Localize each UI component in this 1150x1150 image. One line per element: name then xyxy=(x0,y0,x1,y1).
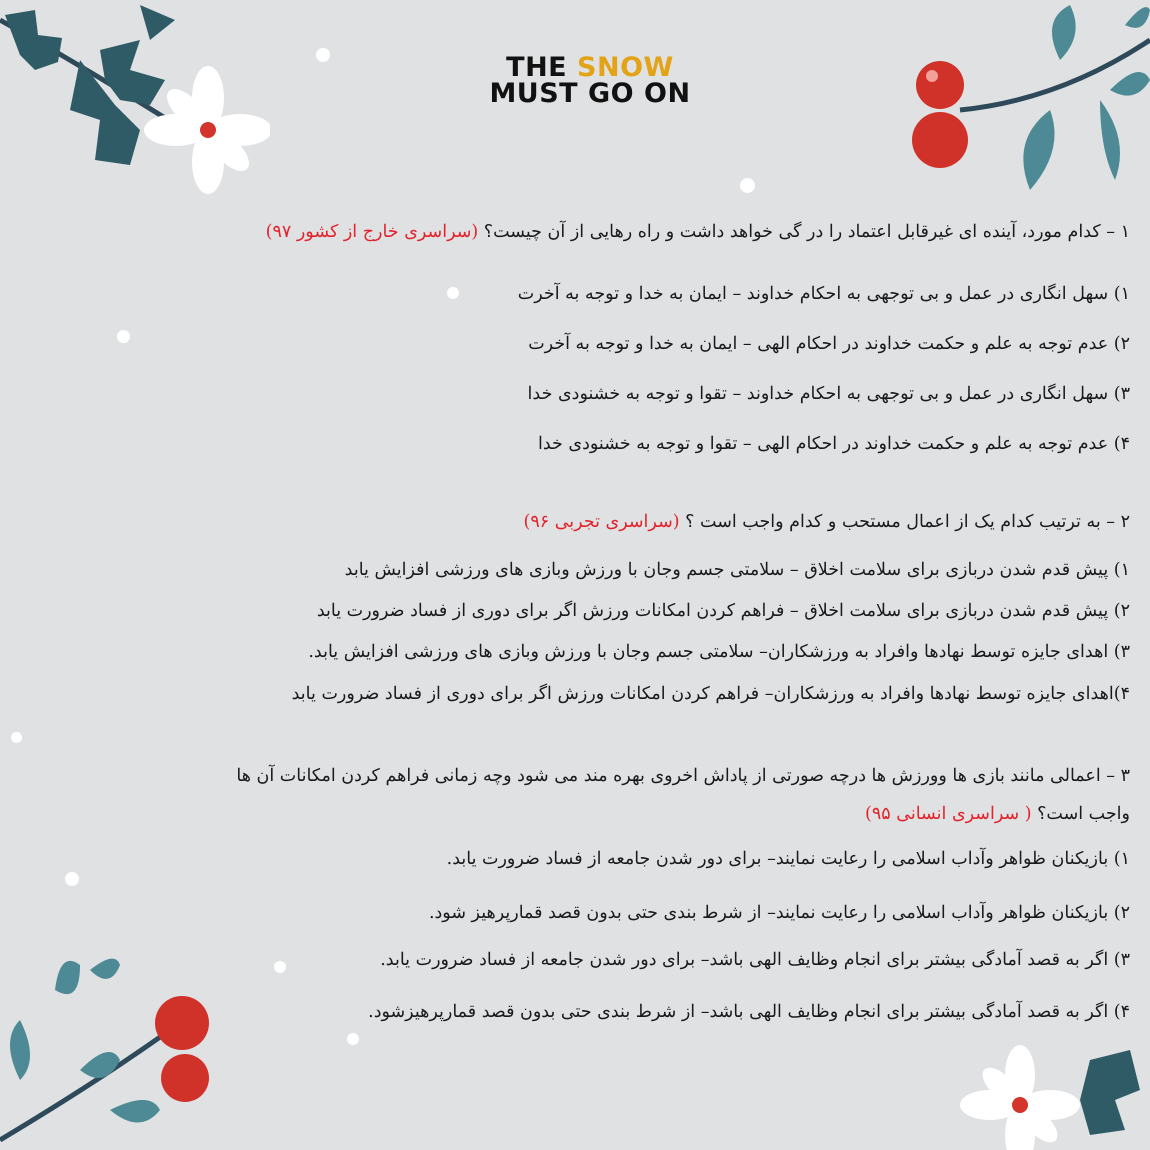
question-2-option-4: ۴)اهدای جایزه توسط نهادها وافراد به ورزشکاران– فراهم کردن امکانات ورزش اگر برای دوری از فساد ضرورت یابد xyxy=(291,684,1130,704)
question-1-stem: ۱ – کدام مورد، آینده ای غیرقابل اعتماد را در گی خواهد داشت و راه رهایی از آن چیست؟ (سراسری خارج از کشور ۹۷) xyxy=(265,222,1130,242)
question-1-option-4: ۴) عدم توجه به علم و حکمت خداوند در احکام الهی – تقوا و توجه به خشنودی خدا xyxy=(537,434,1130,454)
question-3-stem-cont: واجب است؟ ( سراسری انسانی ۹۵) xyxy=(865,804,1130,824)
snow-dot xyxy=(740,178,755,193)
question-source: (سراسری تجربی ۹۶) xyxy=(523,512,680,532)
snow-dot xyxy=(447,287,459,299)
question-1-option-3: ۳) سهل انگاری در عمل و بی توجهی به احکام خداوند – تقوا و توجه به خشنودی خدا xyxy=(527,384,1130,404)
page-title: THE SNOW MUST GO ON xyxy=(489,52,691,109)
question-3-option-4: ۴) اگر به قصد آمادگی بیشتر برای انجام وظایف الهی باشد– از شرط بندی حتی بدون قصد قمارپرهیزشود. xyxy=(368,1002,1130,1022)
snow-dot xyxy=(65,872,79,886)
berry-decoration-bottom-left-icon xyxy=(0,950,230,1150)
holly-decoration-bottom-right-icon xyxy=(940,1020,1150,1150)
question-3-option-2: ۲) بازیکنان ظواهر وآداب اسلامی را رعایت نمایند– از شرط بندی حتی بدون قصد قمارپرهیز شود. xyxy=(428,903,1130,923)
question-source: ( سراسری انسانی ۹۵) xyxy=(865,804,1032,824)
snow-dot xyxy=(347,1033,359,1045)
question-3-stem: ۳ – اعمالی مانند بازی ها وورزش ها درچه صورتی از پاداش اخروی بهره مند می شود وچه زمانی فراهم کردن امکانات آن ها xyxy=(236,766,1130,786)
question-source: (سراسری خارج از کشور ۹۷) xyxy=(265,222,479,242)
snow-dot xyxy=(274,961,286,973)
question-1-option-2: ۲) عدم توجه به علم و حکمت خداوند در احکام الهی – ایمان به خدا و توجه به آخرت xyxy=(528,334,1130,354)
question-2-option-1: ۱) پیش قدم شدن دربازی برای سلامت اخلاق – سلامتی جسم وجان با ورزش وبازی های ورزشی افزایش یابد xyxy=(344,560,1130,580)
question-2-option-3: ۳) اهدای جایزه توسط نهادها وافراد به ورزشکاران– سلامتی جسم وجان با ورزش وبازی های ورزشی افزایش یابد. xyxy=(308,642,1130,662)
snow-dot xyxy=(11,732,22,743)
question-3-option-1: ۱) بازیکنان ظواهر وآداب اسلامی را رعایت نمایند– برای دور شدن جامعه از فساد ضرورت یابد. xyxy=(446,849,1130,869)
question-2-option-2: ۲) پیش قدم شدن دربازی برای سلامت اخلاق – فراهم کردن امکانات ورزش اگر برای دوری از فساد ضرورت یابد xyxy=(316,601,1130,621)
snow-dot xyxy=(117,330,130,343)
question-1-option-1: ۱) سهل انگاری در عمل و بی توجهی به احکام خداوند – ایمان به خدا و توجه به آخرت xyxy=(517,284,1130,304)
question-2-stem: ۲ – به ترتیب کدام یک از اعمال مستحب و کدام واجب است ؟ (سراسری تجربی ۹۶) xyxy=(523,512,1130,532)
question-3-option-3: ۳) اگر به قصد آمادگی بیشتر برای انجام وظایف الهی باشد– برای دور شدن جامعه از فساد ضرورت یابد. xyxy=(380,950,1130,970)
